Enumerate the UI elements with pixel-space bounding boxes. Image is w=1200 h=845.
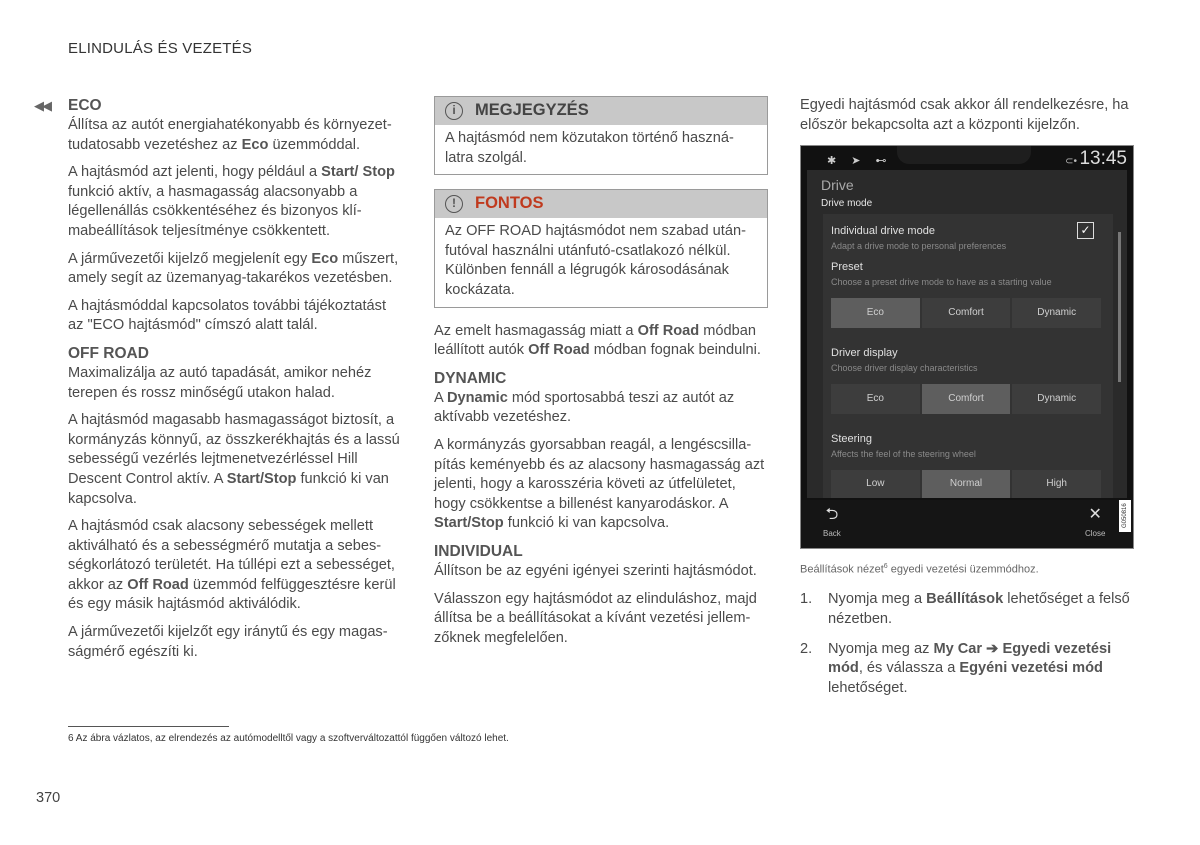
warning-icon: !: [445, 195, 463, 213]
note-text: A hajtásmód nem közutakon történő használatra szolgál.: [445, 130, 734, 166]
preset-option-comfort[interactable]: Comfort: [922, 298, 1011, 328]
step-2: 2. Nyomja meg az My Car ➔ Egyedi vezetési mód, és válassza a Egyéni vezetési mód lehetőséget.: [800, 640, 1112, 696]
info-icon: i: [445, 102, 463, 120]
steering-label: Steering: [831, 433, 872, 446]
preset-desc: Choose a preset drive mode to have as a starting value: [831, 277, 1052, 288]
display-option-comfort[interactable]: Comfort: [922, 384, 1011, 414]
steering-option-low[interactable]: Low: [831, 470, 920, 498]
eco-paragraph-4: A hajtásmóddal kapcsolatos további tájékoztatást az "ECO hajtásmód" címszó alatt talál.: [68, 297, 387, 334]
page-number: 370: [36, 790, 61, 806]
footnote: 6 Az ábra vázlatos, az elrendezés az autómodelltől vagy a szoftverváltozattól függően változó lehet.: [68, 733, 509, 744]
step-1: 1. Nyomja meg a Beállítások lehetőséget a felső nézetben.: [800, 591, 1130, 628]
steering-option-high[interactable]: High: [1012, 470, 1101, 498]
figure-caption: Beállítások nézet$^6$ egyedi vezetési üzemmódhoz.: [800, 563, 1039, 576]
footnote-divider: [68, 726, 229, 727]
status-icons: ✱ ➤ ⊷: [827, 155, 893, 168]
section-header: ELINDULÁS ÉS VEZETÉS: [68, 40, 253, 57]
note-title: MEGJEGYZÉS: [475, 101, 589, 120]
back-label: Back: [823, 529, 841, 539]
driver-display-label: Driver display: [831, 347, 898, 360]
panel-title: Drive: [821, 177, 854, 194]
steering-selector: [831, 470, 1101, 498]
offroad-paragraph-1: Maximalizálja az autó tapadását, amikor nehéz terepen és rossz minőségű utakon halad.: [68, 364, 372, 401]
back-icon: ⮌: [825, 506, 839, 524]
arrow-right-icon: ➔: [986, 640, 999, 657]
preset-selector: [831, 298, 1101, 328]
dynamic-heading: DYNAMIC: [434, 369, 507, 387]
note-box: [434, 96, 768, 175]
important-title: FONTOS: [475, 194, 544, 213]
eco-paragraph-2: A hajtásmód azt jelenti, hogy például a Start/ Stop funkció aktív, a hasmagasság alacsonyabb a légellenállás csökkentéséhez és bizonyos klímabeállítások teljesítménye csökkentett.: [68, 164, 395, 239]
important-text: Az OFF ROAD hajtásmódot nem szabad utánfutóval használni utánfutó-csatlakozó nélkül. Különben fennáll a légrugók károsodásának kockázata.: [445, 223, 746, 298]
individual-heading: INDIVIDUAL: [434, 542, 523, 560]
panel-subtitle: Drive mode: [821, 198, 873, 210]
column-middle: [434, 96, 768, 656]
close-button[interactable]: [1085, 506, 1105, 544]
signal-icon: ⊂•: [1065, 156, 1077, 168]
offroad-paragraph-2: A hajtásmód magasabb hasmagasságot biztosít, a kormányzás könnyű, az összkerékhajtás és a lassú sebességű vezérlés lejtmenetvezérléssel Hill Descent Control aktív. A Start/Stop funkció ki van kapcsolva.: [68, 412, 400, 507]
driver-display-selector: [831, 384, 1101, 414]
top-pull-tab[interactable]: [897, 146, 1031, 164]
important-box-header: [435, 190, 767, 218]
eco-paragraph-3: A járművezetői kijelző megjelenít egy Eco műszert, amely segít az üzemanyag-takarékos vezetésben.: [68, 250, 399, 287]
center-display-screenshot: [800, 145, 1134, 549]
dynamic-paragraph-1: A Dynamic mód sportosabbá teszi az autót az aktívabb vezetéshez.: [434, 389, 735, 426]
offroad-heading: OFF ROAD: [68, 344, 149, 362]
eco-paragraph-1: Állítsa az autót energiahatékonyabb és környezettudatosabb vezetéshez az Eco üzemmóddal.: [68, 117, 392, 153]
steering-desc: Affects the feel of the steering wheel: [831, 449, 976, 460]
offroad-paragraph-4: A járművezetői kijelzőt egy iránytű és egy magasságmérő egészíti ki.: [68, 624, 388, 660]
offroad-paragraph-3: A hajtásmód csak alacsony sebességek mellett aktiválható és a sebességmérő mutatja a sebességkorlátozó területét. Ha túllépi ezt a sebességet, akkor az Off Road üzemmód felfüggesztésre kerül és egy másik hajtásmód aktiválódik.: [68, 518, 396, 613]
close-icon: ✕: [1088, 506, 1102, 524]
driver-display-desc: Choose driver display characteristics: [831, 363, 978, 374]
scrollbar[interactable]: [1118, 232, 1121, 382]
preset-option-dynamic[interactable]: Dynamic: [1012, 298, 1101, 328]
column-left: [34, 96, 402, 670]
individual-mode-desc: Adapt a drive mode to personal preferences: [831, 241, 1007, 252]
back-button[interactable]: [823, 506, 841, 544]
drive-settings-panel: [807, 170, 1127, 498]
offroad-start-paragraph: Az emelt hasmagasság miatt a Off Road módban leállított autók Off Road módban fognak beindulni.: [434, 322, 761, 359]
display-option-dynamic[interactable]: Dynamic: [1012, 384, 1101, 414]
column-right: [800, 96, 1134, 708]
important-box: [434, 189, 768, 307]
individual-mode-checkbox[interactable]: ✓: [1077, 222, 1094, 239]
close-label: Close: [1085, 529, 1106, 539]
steering-option-normal[interactable]: Normal: [922, 470, 1011, 498]
preset-option-eco[interactable]: Eco: [831, 298, 920, 328]
settings-list: [823, 214, 1113, 498]
eco-heading: ECO: [68, 97, 102, 114]
individual-paragraph-2: Válasszon egy hajtásmódot az elinduláshoz, majd állítsa be a beállításokat a kívánt vezetési jellemzőknek megfelelően.: [434, 590, 757, 646]
steps-list: [800, 590, 1134, 698]
note-box-header: [435, 97, 767, 125]
clock: 13:45: [1079, 148, 1127, 170]
individual-paragraph-1: Állítson be az egyéni igényei szerinti hajtásmódot.: [434, 562, 757, 579]
image-code: G050816: [1119, 500, 1131, 532]
back-arrows-icon[interactable]: ◀◀: [34, 98, 50, 113]
intro-paragraph: Egyedi hajtásmód csak akkor áll rendelkezésre, ha először bekapcsolta azt a központi kijelzőn.: [800, 97, 1129, 133]
preset-label: Preset: [831, 261, 863, 274]
dynamic-paragraph-2: A kormányzás gyorsabban reagál, a lengéscsillapítás keményebb és az alacsony hasmagasság azt jelenti, hogy a karosszéria követi az útfelületet, hogy csökkentse a billenést kanyarodáskor. A Start/Stop funkció ki van kapcsolva.: [434, 436, 765, 532]
display-option-eco[interactable]: Eco: [831, 384, 920, 414]
individual-mode-label: Individual drive mode: [831, 225, 935, 238]
bottom-bar: [801, 500, 1133, 548]
